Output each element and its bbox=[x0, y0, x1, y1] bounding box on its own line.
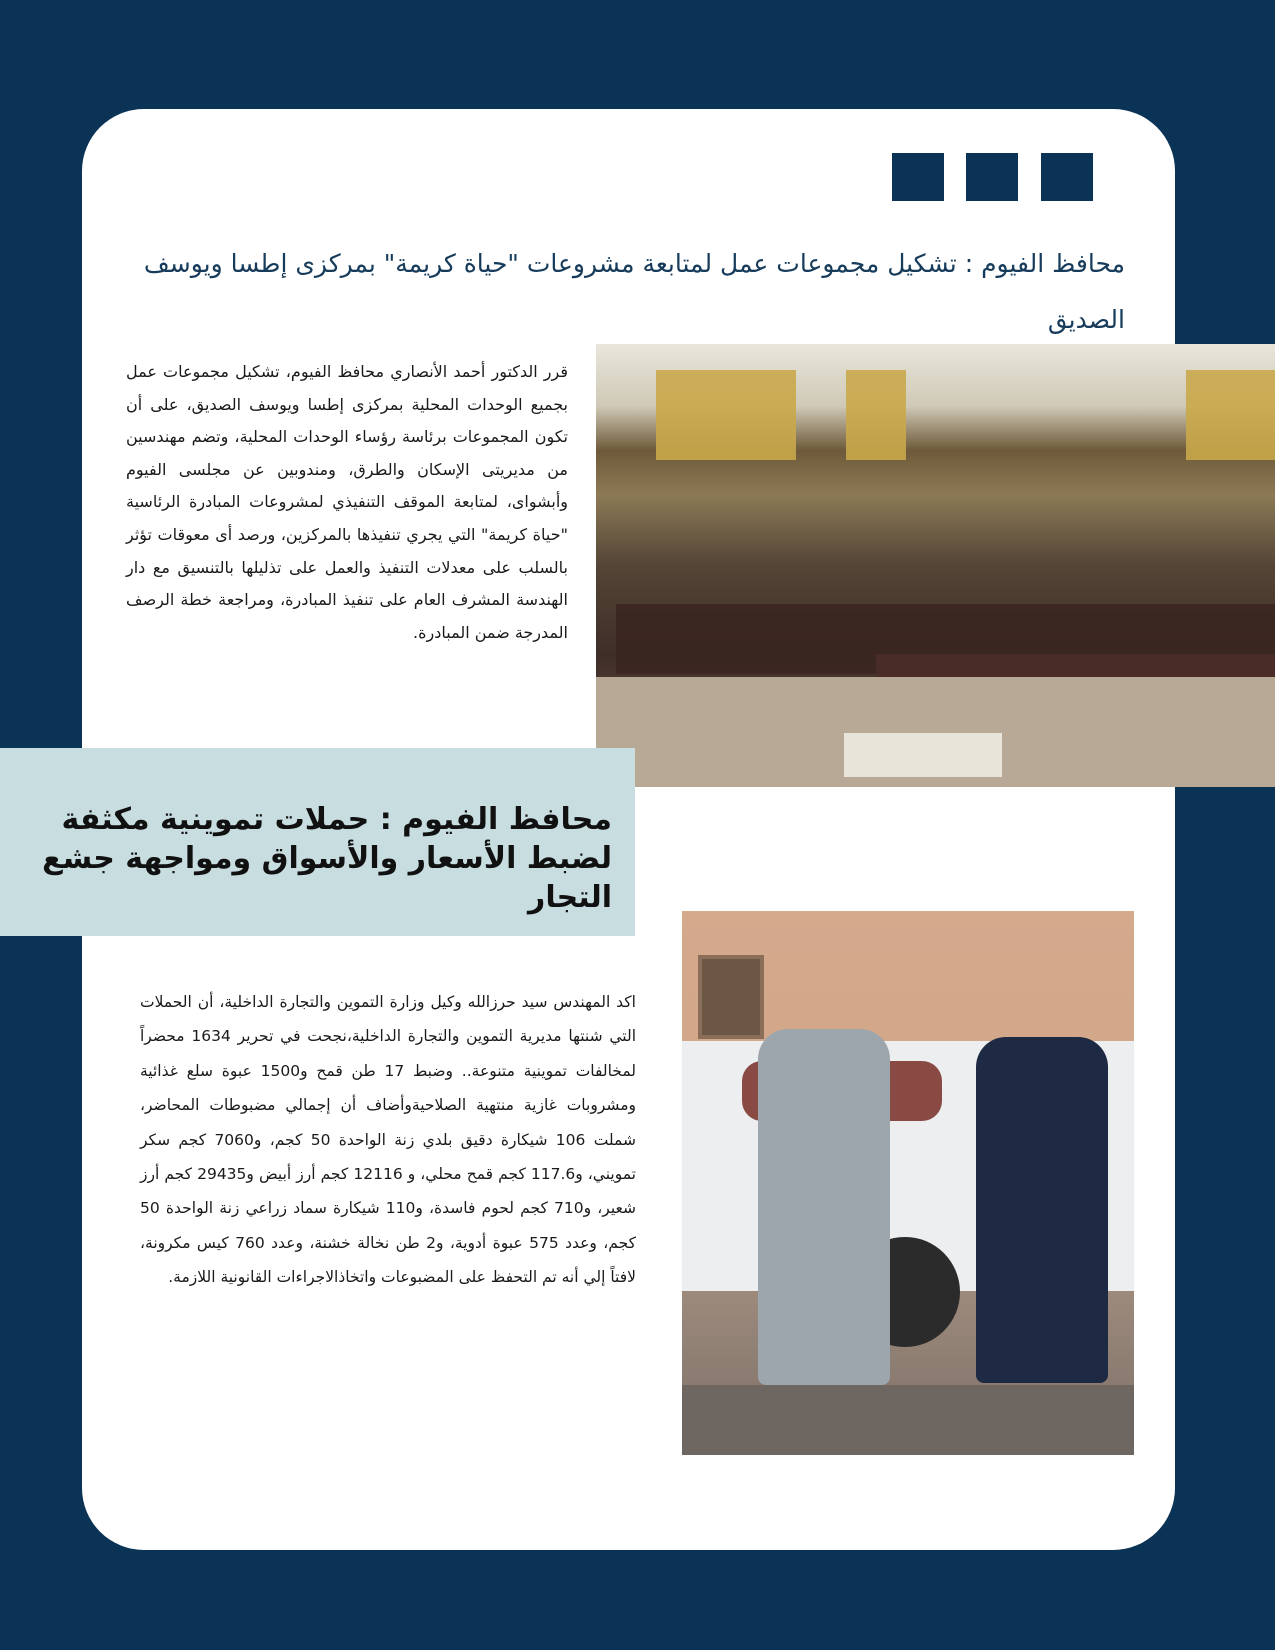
decorative-square bbox=[1041, 153, 1093, 201]
article2-headline: محافظ الفيوم : حملات تموينية مكثفة لضبط الأسعار والأسواق ومواجهة جشع التجار bbox=[42, 802, 612, 915]
decorative-square bbox=[966, 153, 1018, 201]
article1-body: قرر الدكتور أحمد الأنصاري محافظ الفيوم، تشكيل مجموعات عمل بجميع الوحدات المحلية بمركزى إطسا ويوسف الصديق، على أن تكون المجموعات برئاسة رؤساء الوحدات المحلية، وتضم مهندسين من مديريتى الإسكان والطرق، ومندوبين عن مجلسى الفيوم وأبشواى، لمتابعة الموقف التنفيذي لمشروعات المبادرة الرئاسية "حياة كريمة" التي يجري تنفيذها بالمركزين، ورصد أى معوقات تؤثر بالسلب على معدلات التنفيذ والعمل على تذليلها بالتنسيق مع دار الهندسة المشرف العام على تنفيذ المبادرة، ومراجعة خطة الرصف المدرجة ضمن المبادرة. bbox=[126, 362, 568, 642]
article2-body: اكد المهندس سيد حرزالله وكيل وزارة التموين والتجارة الداخلية، أن الحملات التي شنتها مديرية التموين والتجارة الداخلية،نجحت في تحرير 1634 محضراً لمخالفات تموينية متنوعة.. وضبط 17 طن قمح و1500 عبوة سلع غذائية ومشروبات غازية منتهية الصلاحيةوأضاف أن إجمالي مضبوطات المحاضر، شملت 106 شيكارة دقيق بلدي زنة الواحدة 50 كجم، و7060 كجم سكر تمويني، و117.6 كجم قمح محلي، و 12116 كجم أرز أبيض و29435 كجم أرز شعير، و710 كجم لحوم فاسدة، و110 شيكارة سماد زراعي زنة الواحدة 50 كجم، وعدد 575 عبوة أدوية، و2 طن نخالة خشنة، وعدد 760 كيس مكرونة، لافتاً إلي أنه تم التحفظ على المضبوعات واتخاذالاجراءات القانونية اللازمة. bbox=[140, 993, 637, 1287]
decorative-square bbox=[892, 153, 944, 201]
article1-headline: محافظ الفيوم : تشكيل مجموعات عمل لمتابعة مشروعات "حياة كريمة" بمركزى إطسا ويوسف الصديق bbox=[143, 249, 1125, 334]
officials-truck-photo bbox=[682, 911, 1134, 1455]
meeting-hall-photo bbox=[596, 344, 1275, 787]
